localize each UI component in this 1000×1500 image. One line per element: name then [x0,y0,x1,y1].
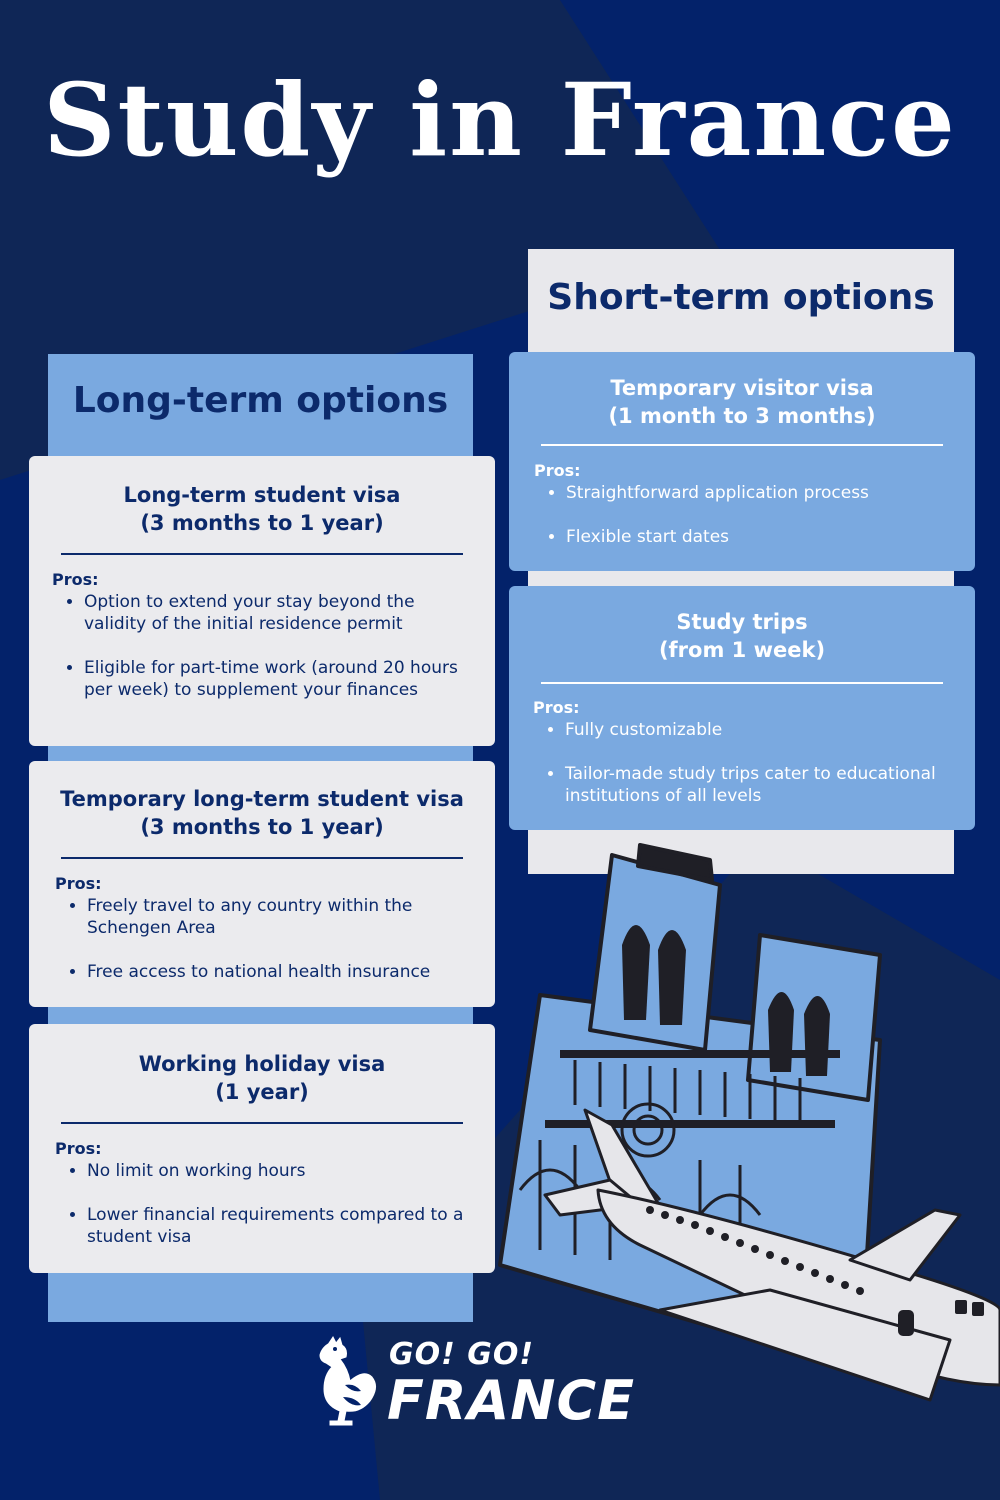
card-title-line2: (from 1 week) [658,638,826,662]
card-title-line1: Temporary visitor visa [610,376,874,400]
list-item: • Eligible for part-time work (around 20 hours per week) to supplement your finances [84,657,465,701]
pros-label: Pros: [55,1139,102,1158]
list-item: • Flexible start dates [566,526,949,548]
card-title-line2: (1 year) [215,1080,309,1104]
card-title-line1: Temporary long-term student visa [60,787,464,811]
list-item: • Tailor-made study trips cater to educational institutions of all levels [565,763,945,807]
list-item: • Lower financial requirements compared to a student visa [87,1204,469,1248]
list-item: • Free access to national health insurance [87,961,469,983]
rooster-icon [315,1335,381,1431]
short-term-heading: Short-term options [547,277,935,318]
card-title-line2: (1 month to 3 months) [608,404,876,428]
long-term-heading: Long-term options [72,380,449,421]
list-item: • Fully customizable [565,719,945,741]
card-title-line1: Study trips [676,610,808,634]
logo-line2: FRANCE [387,1369,635,1432]
list-item: • Option to extend your stay beyond the validity of the initial residence permit [84,591,465,635]
list-item: • Freely travel to any country within the Schengen Area [87,895,469,939]
pros-label: Pros: [533,698,580,717]
pros-label: Pros: [52,570,99,589]
go-go-france-logo [315,1335,695,1435]
card-title-line1: Working holiday visa [138,1052,386,1076]
pros-label: Pros: [534,461,581,480]
logo-line1: GO! GO! [389,1337,535,1372]
card-title-line1: Long-term student visa [123,483,401,507]
pros-label: Pros: [55,874,102,893]
list-item: • Straightforward application process [566,482,949,504]
page-title: Study in France [43,61,957,179]
card-title-line2: (3 months to 1 year) [140,511,384,535]
list-item: • No limit on working hours [87,1160,469,1182]
card-title-line2: (3 months to 1 year) [140,815,384,839]
